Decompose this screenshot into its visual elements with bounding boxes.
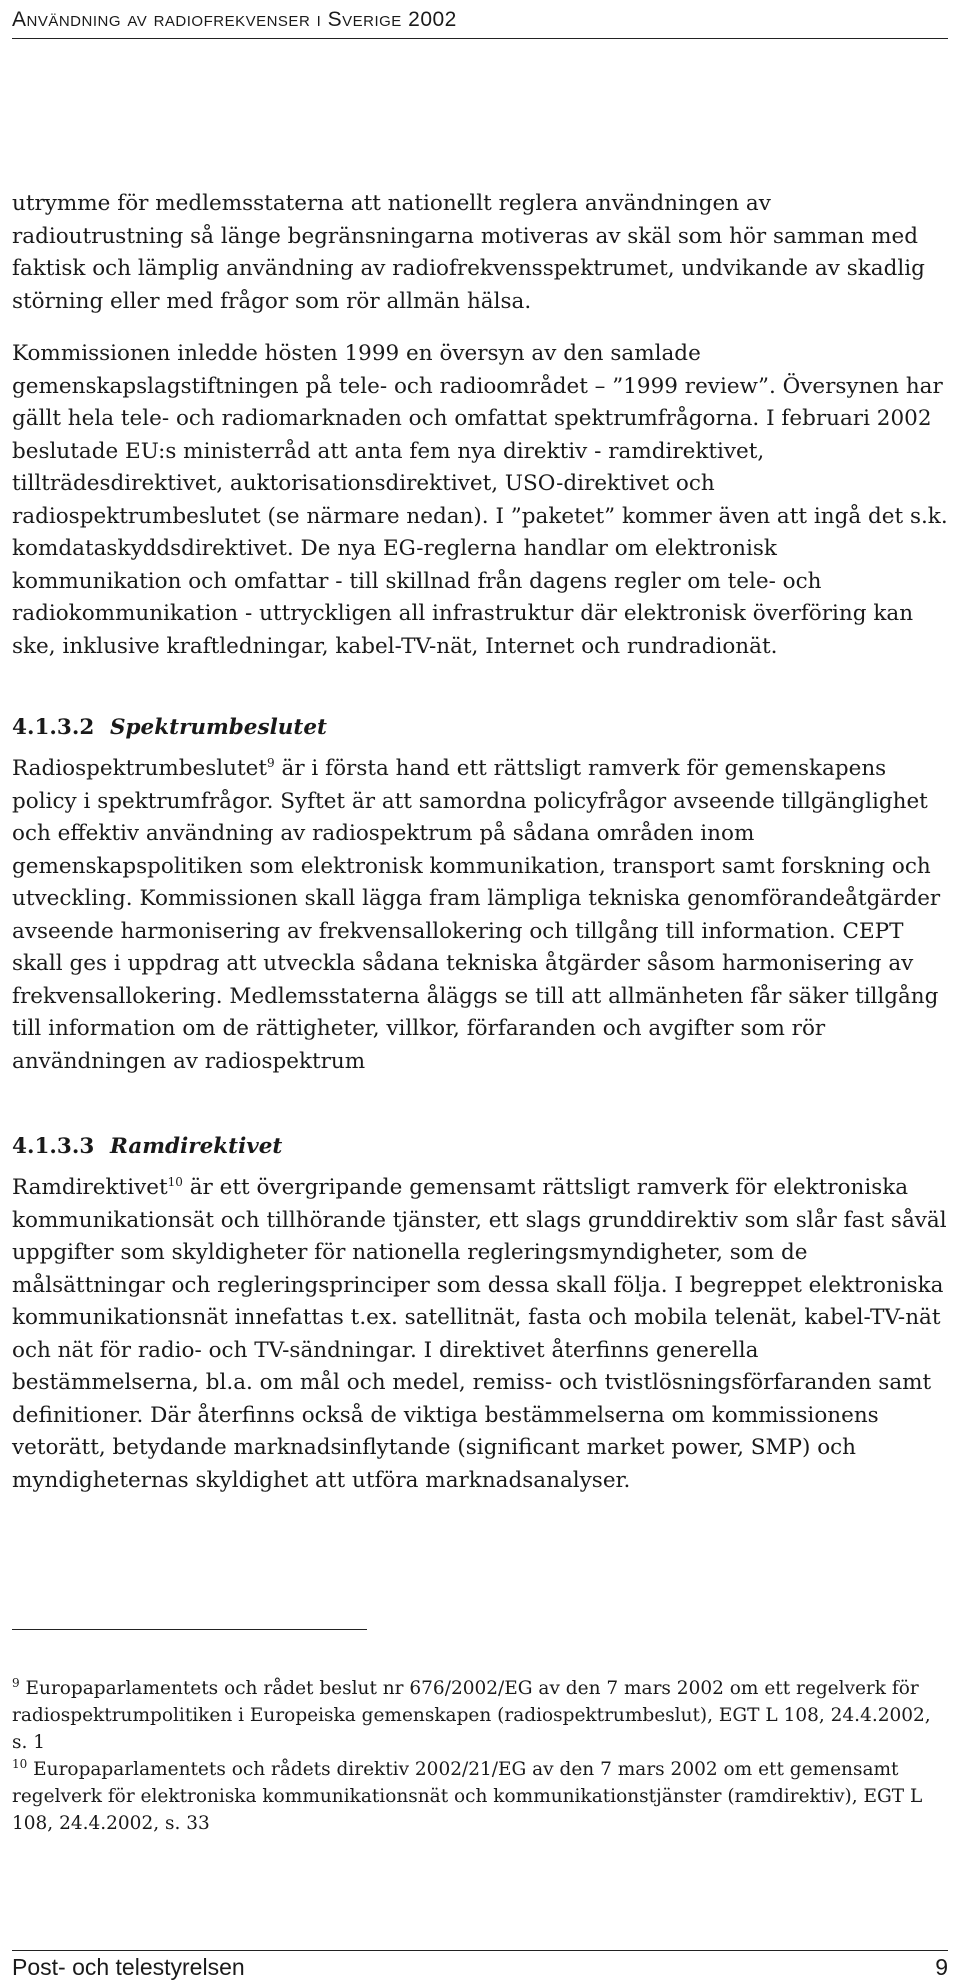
section-title: Ramdirektivet <box>110 1134 283 1159</box>
paragraph-2: Kommissionen inledde hösten 1999 en översyn av den samlade gemenskapslagstiftningen på tele- och radioområdet – ”1999 review”. Översynen har gällt hela tele- och radiomarknaden och omfattat spektrumfrågorna. I februari 2002 beslutade EU:s ministerråd att anta fem nya direktiv - ramdirektivet, tillträdesdirektivet, auktorisationsdirektivet, USO-direktivet och radiospektrumbeslutet (se närmare nedan). I ”paketet” kommer även att ingå det s.k. komdataskyddsdirektivet. De nya EG-reglerna handlar om elektronisk kommunikation och omfattar - till skillnad från dagens regler om tele- och radiokommunikation - uttryckligen all infrastruktur där elektronisk överföring kan ske, inklusive kraftledningar, kabel-TV-nät, Internet och rundradionät. <box>12 341 948 659</box>
footnotes <box>12 1675 948 1837</box>
section-number: 4.1.3.2 <box>12 715 95 740</box>
section-body-text: är i första hand ett rättsligt ramverk för gemenskapens policy i spektrumfrågor. Syftet är att samordna policyfrågor avseende tillgänglighet och effektiv användning av radiospektrum på sådana områden inom gemenskapspolitiken som elektronisk kommunikation, transport samt forskning och utveckling. Kommissionen skall lägga fram lämpliga tekniska genomförandeåtgärder avseende harmonisering av frekvensallokering och tillgång till information. CEPT skall ges i uppdrag att utveckla sådana tekniska åtgärder såsom harmonisering av frekvensallokering. Medlemsstaterna åläggs se till att allmänheten får säker tillgång till information om de rättigheter, villkor, förfaranden och avgifter som rör användningen av radiospektrum <box>12 756 941 1074</box>
footnote-ref-10[interactable]: 10 <box>167 1174 183 1189</box>
section-heading-ramdirektivet <box>12 1132 948 1162</box>
footnote-text: Europaparlamentets och rådet beslut nr 676/2002/EG av den 7 mars 2002 om ett regelverk för radiospektrumpolitiken i Europeiska gemenskapen (radiospektrumbeslut), EGT L 108, 24.4.2002, s. 1 <box>12 1678 931 1753</box>
footnote-text: Europaparlamentets och rådets direktiv 2002/21/EG av den 7 mars 2002 om ett gemensamt regelverk för elektroniska kommunikationsnät och kommunikationstjänster (ramdirektiv), EGT L 108, 24.4.2002, s. 33 <box>12 1759 923 1834</box>
section-lead-term: Radiospektrumbeslutet <box>12 756 268 781</box>
page-number: 9 <box>935 1954 948 1980</box>
footnote-number: 10 <box>12 1756 28 1771</box>
footnote-ref-9[interactable]: 9 <box>267 755 275 770</box>
footnote-number: 9 <box>12 1675 20 1690</box>
paragraph-1: utrymme för medlemsstaterna att nationellt reglera användningen av radioutrustning så länge begränsningarna motiveras av skäl som hör samman med faktisk och lämplig användning av radiofrekvensspektrumet, undvikande av skadlig störning eller med frågor som rör allmän hälsa. <box>12 191 925 314</box>
footnote-divider <box>12 1629 367 1630</box>
section-body-ramdirektivet <box>12 1172 948 1497</box>
section-heading-spektrumbeslutet <box>12 713 948 743</box>
section-body-text: är ett övergripande gemensamt rättsligt ramverk för elektroniska kommunikationsät och tillhörande tjänster, ett slags grunddirektiv som slår fast såväl uppgifter som skyldigheter för nationella regleringsmyndigheter, som de målsättningar och regleringsprinciper som dessa skall följa. I begreppet elektroniska kommunikationsnät innefattas t.ex. satellitnät, fasta och mobila telenät, kabel-TV-nät och nät för radio- och TV-sändningar. I direktivet återfinns generella bestämmelserna, bl.a. om mål och medel, remiss- och tvistlösningsförfaranden samt definitioner. Där återfinns också de viktiga bestämmelserna om kommissionens vetorätt, betydande marknadsinflytande (significant market power, SMP) och myndigheternas skyldighet att utföra marknadsanalyser. <box>12 1175 947 1493</box>
footnote-10 <box>12 1756 948 1837</box>
section-body-spektrumbeslutet <box>12 753 948 1078</box>
main-content <box>12 188 948 1497</box>
footer-publisher: Post- och telestyrelsen <box>12 1954 245 1980</box>
page-footer <box>12 1950 948 1984</box>
section-title: Spektrumbeslutet <box>110 715 327 740</box>
section-number: 4.1.3.3 <box>12 1134 95 1159</box>
section-lead-term: Ramdirektivet <box>12 1175 168 1200</box>
footnote-9 <box>12 1675 948 1756</box>
running-header-title: Användning av radiofrekvenser i Sverige 2002 <box>12 8 457 31</box>
running-header <box>12 8 948 39</box>
